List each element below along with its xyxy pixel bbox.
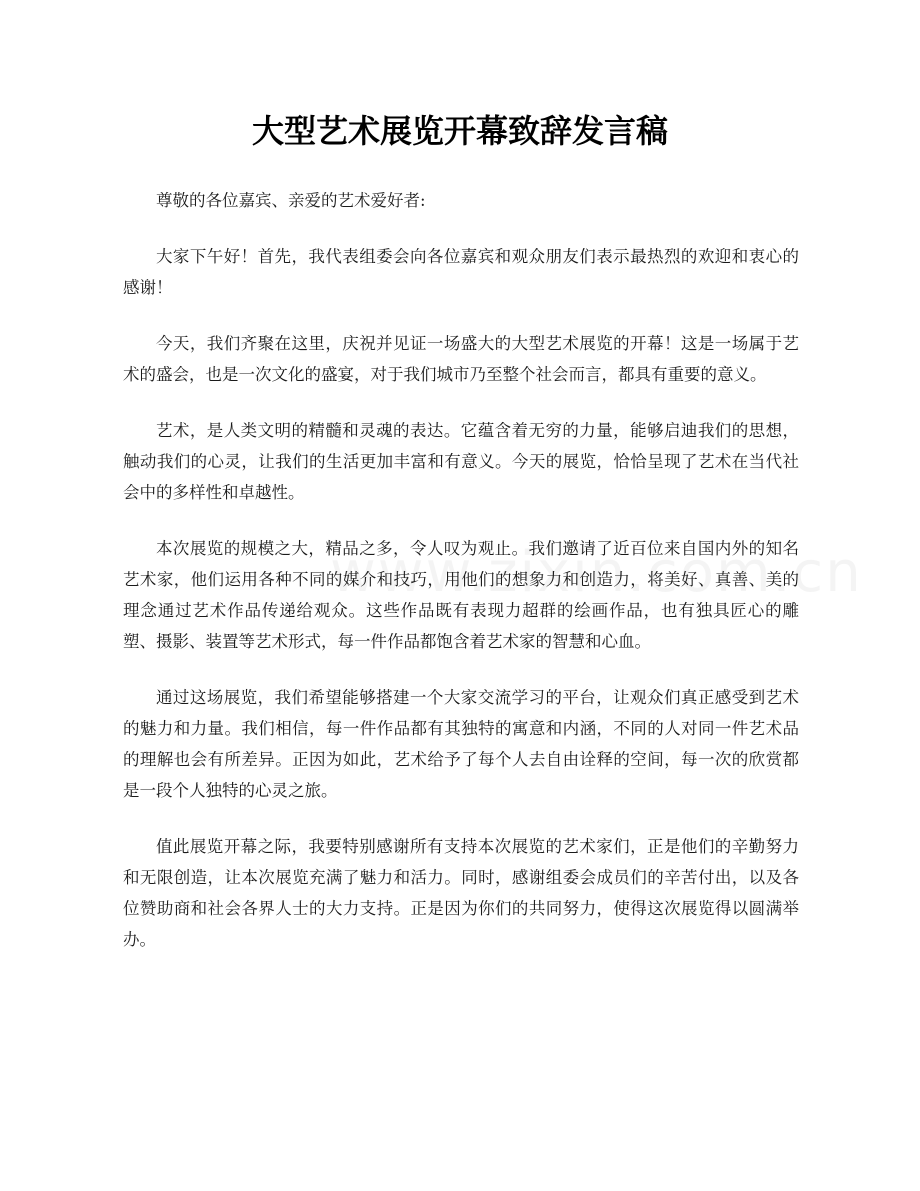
body-paragraph: 艺术，是人类文明的精髓和灵魂的表达。它蕴含着无穷的力量，能够启迪我们的思想，触动我们的心灵，让我们的生活更加丰富和有意义。今天的展览，恰恰呈现了艺术在当代社会中的多样性和卓越性。 xyxy=(123,421,799,502)
body-paragraph: 今天，我们齐聚在这里，庆祝并见证一场盛大的大型艺术展览的开幕！这是一场属于艺术的盛会，也是一次文化的盛宴，对于我们城市乃至整个社会而言，都具有重要的意义。 xyxy=(123,334,799,384)
document-body xyxy=(123,185,799,980)
body-paragraph: 通过这场展览，我们希望能够搭建一个大家交流学习的平台，让观众们真正感受到艺术的魅力和力量。我们相信，每一件作品都有其独特的寓意和内涵，不同的人对同一件艺术品的理解也会有所差异。正因为如此，艺术给予了每个人去自由诠释的空间，每一次的欣赏都是一段个人独特的心灵之旅。 xyxy=(123,688,799,800)
salutation-paragraph: 尊敬的各位嘉宾、亲爱的艺术爱好者: xyxy=(156,191,426,210)
body-paragraph: 本次展览的规模之大，精品之多，令人叹为观止。我们邀请了近百位来自国内外的知名艺术家，他们运用各种不同的媒介和技巧，用他们的想象力和创造力，将美好、真善、美的理念通过艺术作品传递给观众。这些作品既有表现力超群的绘画作品，也有独具匠心的雕塑、摄影、装置等艺术形式，每一件作品都饱含着艺术家的智慧和心血。 xyxy=(123,539,799,651)
body-paragraph: 值此展览开幕之际，我要特别感谢所有支持本次展览的艺术家们，正是他们的辛勤努力和无限创造，让本次展览充满了魅力和活力。同时，感谢组委会成员们的辛苦付出，以及各位赞助商和社会各界人士的大力支持。正是因为你们的共同努力，使得这次展览得以圆满举办。 xyxy=(123,837,799,949)
body-paragraph: 大家下午好！首先，我代表组委会向各位嘉宾和观众朋友们表示最热烈的欢迎和衷心的感谢！ xyxy=(123,247,799,297)
page-title: 大型艺术展览开幕致辞发言稿 xyxy=(251,112,668,150)
